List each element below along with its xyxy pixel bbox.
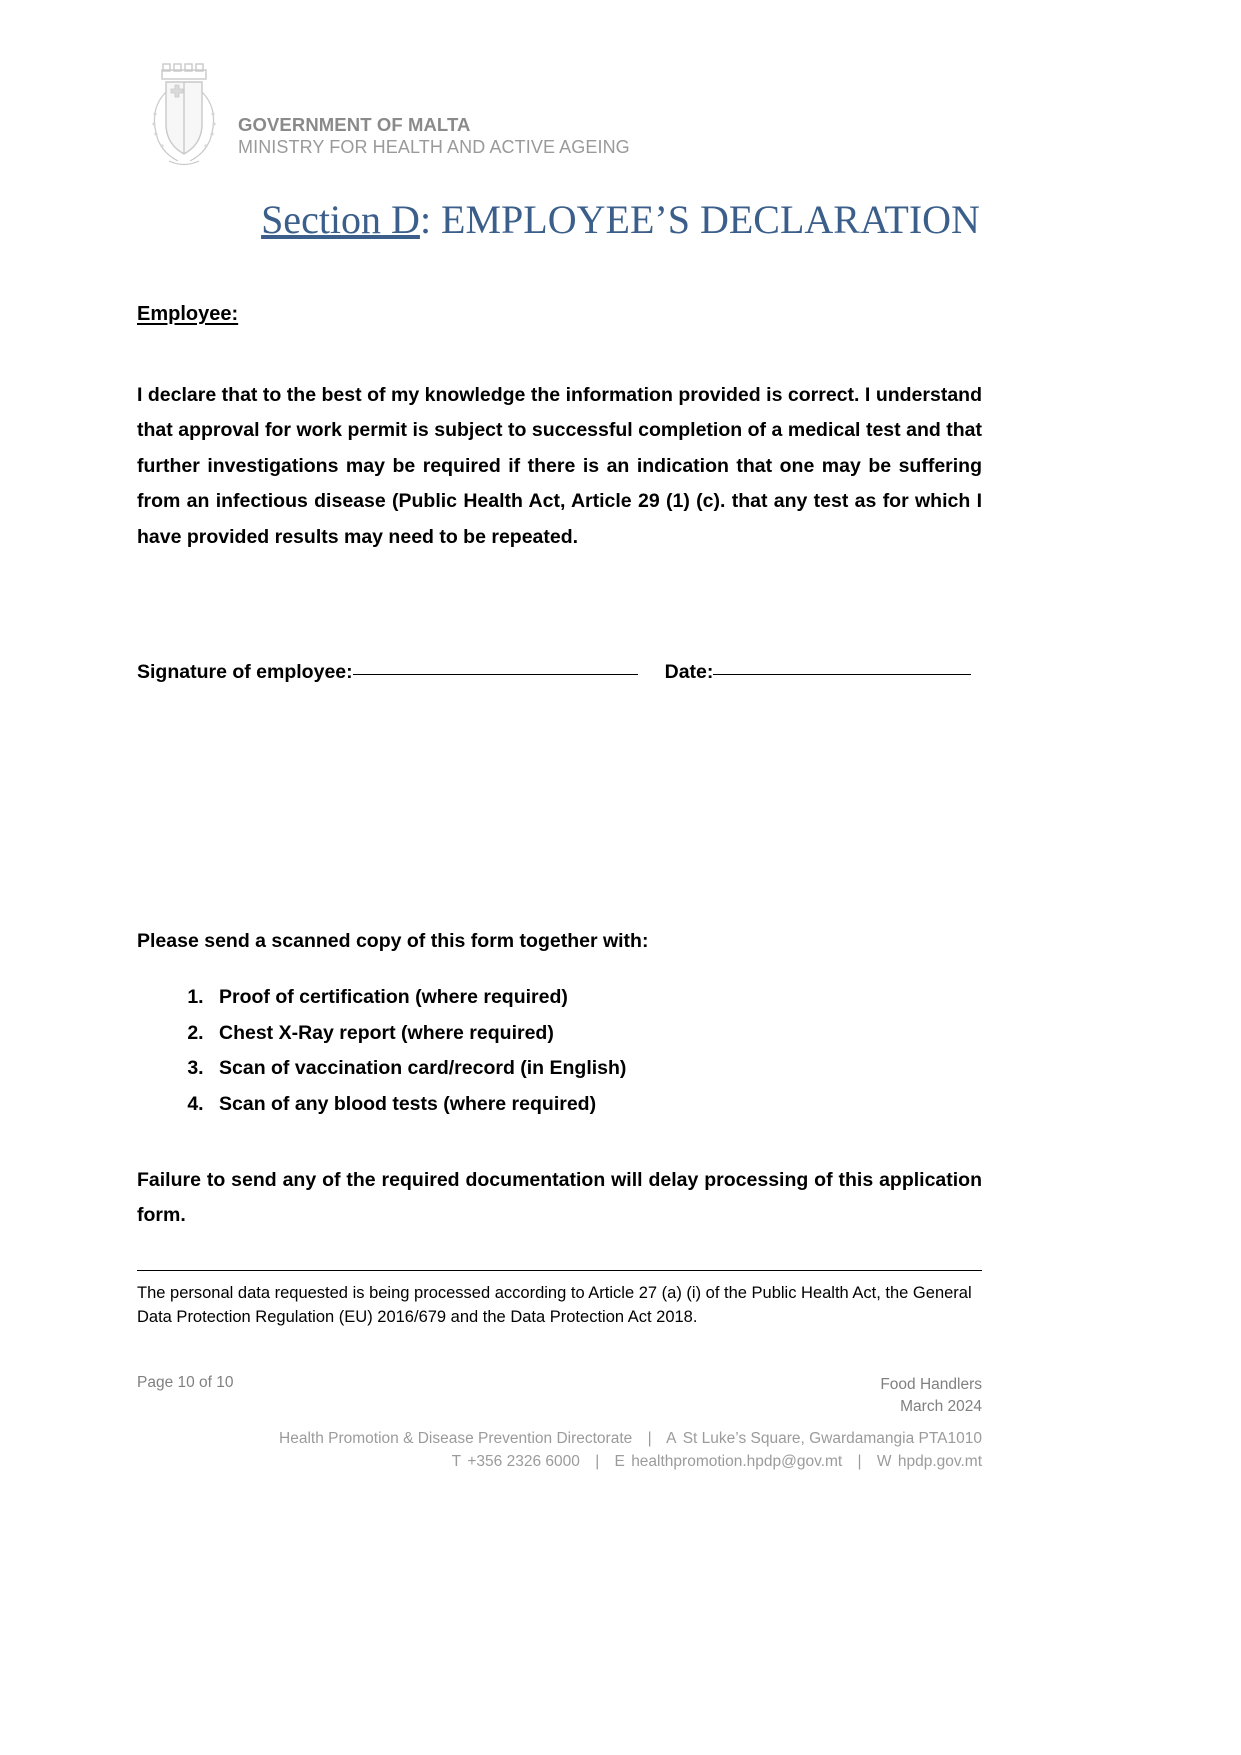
- directorate-name: Health Promotion & Disease Prevention Directorate: [279, 1430, 633, 1447]
- employee-label: Employee:: [137, 303, 239, 325]
- page-number: Page 10 of 10: [137, 1374, 234, 1391]
- separator: |: [595, 1453, 600, 1470]
- signature-row: [137, 661, 982, 684]
- list-item: 1. Proof of certification (where required): [209, 980, 1054, 1016]
- signature-line[interactable]: [353, 674, 638, 675]
- form-identifier: [880, 1374, 982, 1418]
- data-protection-disclaimer: The personal data requested is being processed according to Article 27 (a) (i) of the Public Health Act, the General Data Protection Regulation (EU) 2016/679 and the Data Protection Act 2018.: [137, 1284, 972, 1326]
- address-value: St Luke’s Square, Gwardamangia PTA1010: [682, 1430, 982, 1447]
- web-value[interactable]: hpdp.gov.mt: [897, 1453, 982, 1470]
- contact-line-1: [0, 1427, 982, 1450]
- signature-label: Signature of employee:: [137, 661, 353, 683]
- organisation-name: GOVERNMENT OF MALTA: [238, 113, 471, 135]
- page-title-section: Section D: [261, 197, 420, 242]
- list-item: 3. Scan of vaccination card/record (in English): [209, 1051, 1054, 1087]
- malta-coat-of-arms-icon: [138, 62, 230, 170]
- page-title: [0, 196, 1241, 243]
- separator: |: [857, 1453, 862, 1470]
- phone-value: +356 2326 6000: [467, 1453, 580, 1470]
- ministry-name: MINISTRY FOR HEALTH AND ACTIVE AGEING: [238, 137, 630, 158]
- contact-line-2: [0, 1450, 982, 1473]
- phone-tag: T: [451, 1453, 462, 1470]
- address-tag: A: [666, 1430, 677, 1447]
- email-tag: E: [614, 1453, 625, 1470]
- instructions-intro: Please send a scanned copy of this form together with:: [137, 930, 649, 952]
- contact-footer: [0, 1427, 1241, 1473]
- page-title-rest: : EMPLOYEE’S DECLARATION: [419, 197, 980, 242]
- declaration-paragraph: I declare that to the best of my knowledge the information provided is correct. I understand that approval for work permit is subject to successful completion of a medical test and that further investigations may be required if there is an indication that one may be suffering from an infectious disease (Public Health Act, Article 29 (1) (c). that any test as for which I have provided results may need to be repeated.: [137, 383, 982, 548]
- date-label: Date:: [664, 661, 714, 683]
- organisation-block: [238, 73, 630, 160]
- web-tag: W: [876, 1453, 892, 1470]
- list-item: 4. Scan of any blood tests (where required): [209, 1087, 1054, 1123]
- document-header: [138, 62, 630, 170]
- form-name: Food Handlers: [880, 1376, 982, 1393]
- form-date: March 2024: [900, 1398, 982, 1415]
- list-item: 2. Chest X-Ray report (where required): [209, 1016, 1054, 1052]
- disclaimer-divider: [137, 1270, 982, 1271]
- email-value[interactable]: healthpromotion.hpdp@gov.mt: [631, 1453, 843, 1470]
- date-line[interactable]: [713, 674, 971, 675]
- separator: |: [647, 1430, 652, 1447]
- required-documents-list: [137, 980, 1054, 1122]
- failure-notice: Failure to send any of the required documentation will delay processing of this application form.: [137, 1168, 982, 1226]
